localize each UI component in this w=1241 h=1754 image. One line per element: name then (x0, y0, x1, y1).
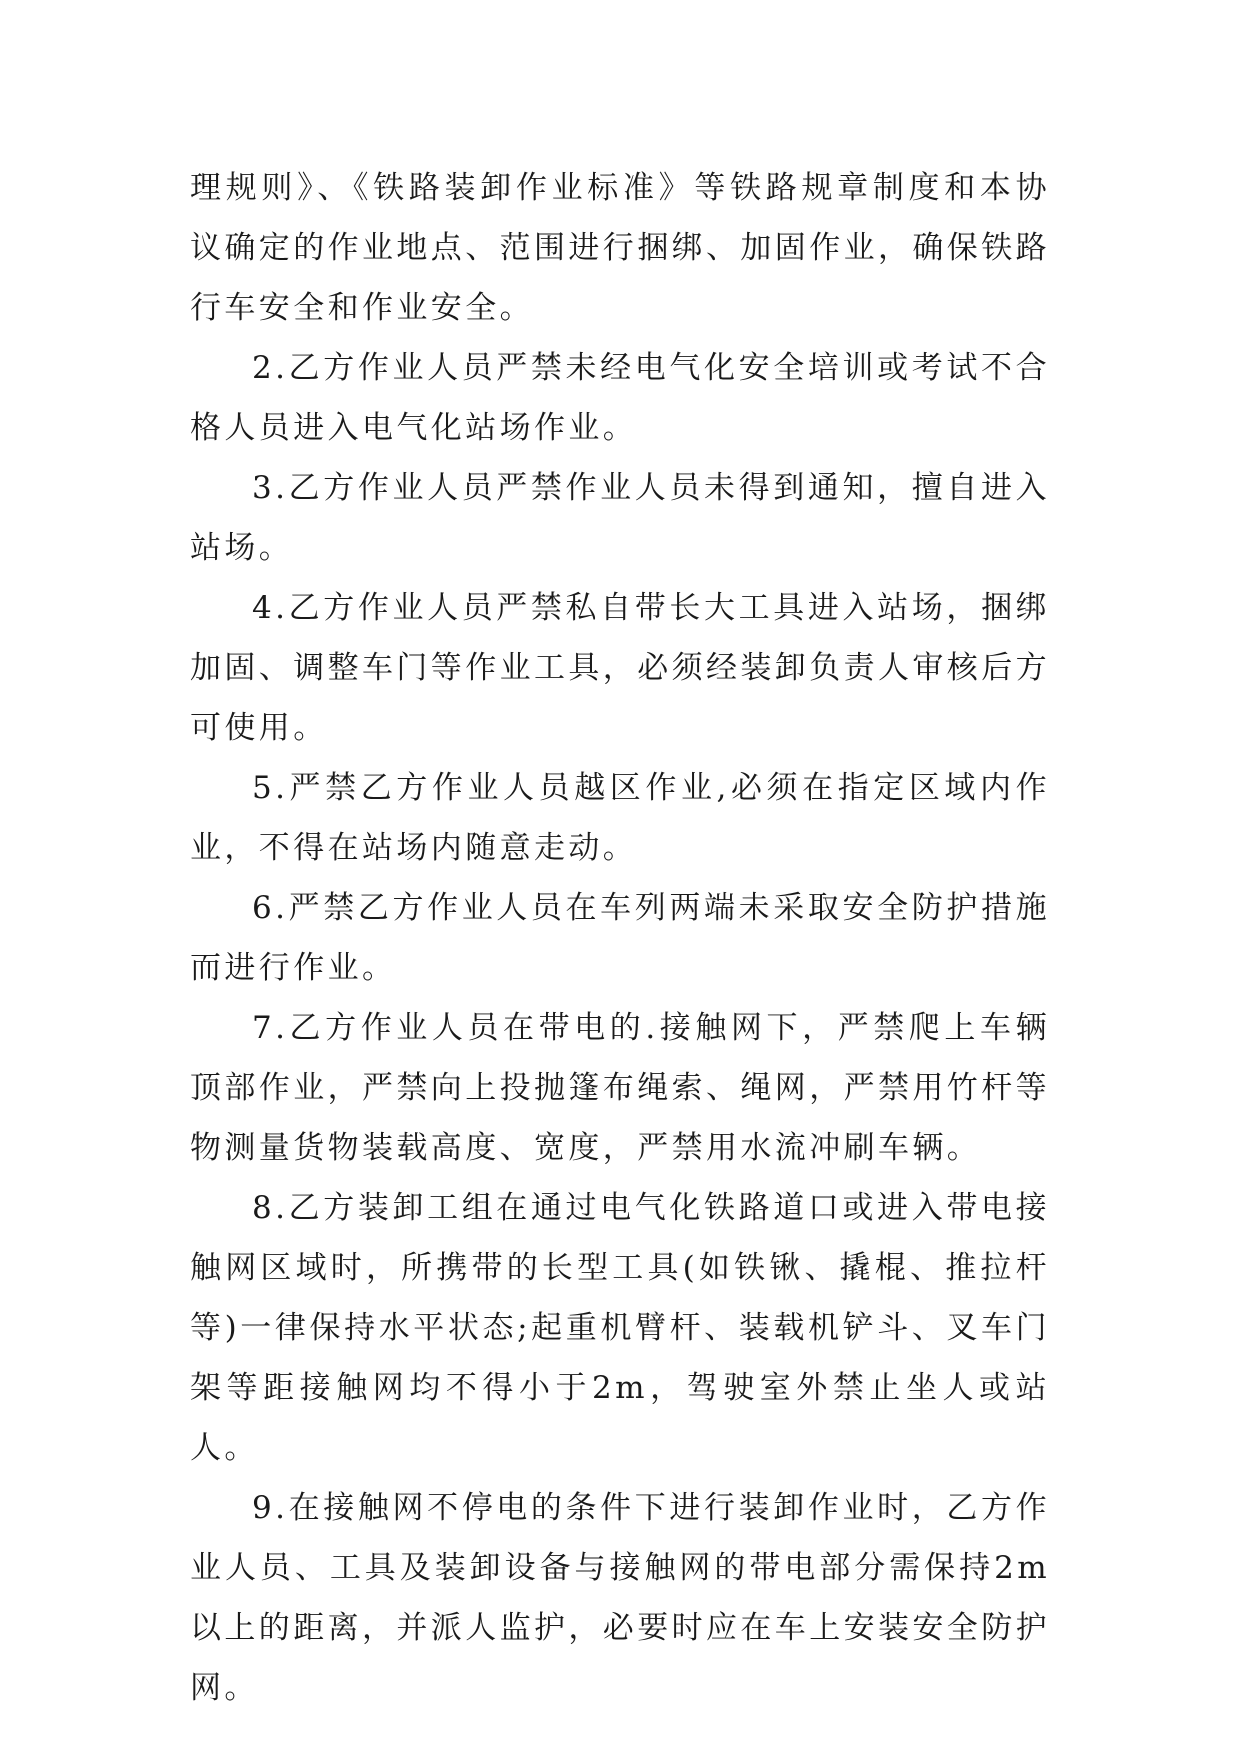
paragraph-item-5: 5.严禁乙方作业人员越区作业,必须在指定区域内作业，不得在站场内随意走动。 (190, 770, 1050, 866)
paragraph-item-8: 8.乙方装卸工组在通过电气化铁路道口或进入带电接触网区域时，所携带的长型工具(如铁锹、撬棍、推拉杆等)一律保持水平状态;起重机臂杆、装载机铲斗、叉车门架等距接触网均不得小于2m，驾驶室外禁止坐人或站人。 (190, 1190, 1050, 1466)
document-body (190, 158, 1050, 1718)
paragraph-continuation: 理规则》、《铁路装卸作业标准》等铁路规章制度和本协议确定的作业地点、范围进行捆绑、加固作业，确保铁路行车安全和作业安全。 (190, 170, 1050, 326)
paragraph-item-4: 4.乙方作业人员严禁私自带长大工具进入站场，捆绑加固、调整车门等作业工具，必须经装卸负责人审核后方可使用。 (190, 590, 1050, 746)
paragraph-item-9: 9.在接触网不停电的条件下进行装卸作业时，乙方作业人员、工具及装卸设备与接触网的带电部分需保持2m以上的距离，并派人监护，必要时应在车上安装安全防护网。 (190, 1490, 1050, 1706)
paragraph-item-2: 2.乙方作业人员严禁未经电气化安全培训或考试不合格人员进入电气化站场作业。 (190, 350, 1050, 446)
paragraph-item-7: 7.乙方作业人员在带电的.接触网下，严禁爬上车辆顶部作业，严禁向上投抛篷布绳索、绳网，严禁用竹杆等物测量货物装载高度、宽度，严禁用水流冲刷车辆。 (190, 1010, 1050, 1166)
paragraph-item-3: 3.乙方作业人员严禁作业人员未得到通知，擅自进入站场。 (190, 470, 1050, 566)
paragraph-item-6: 6.严禁乙方作业人员在车列两端未采取安全防护措施而进行作业。 (190, 890, 1050, 986)
